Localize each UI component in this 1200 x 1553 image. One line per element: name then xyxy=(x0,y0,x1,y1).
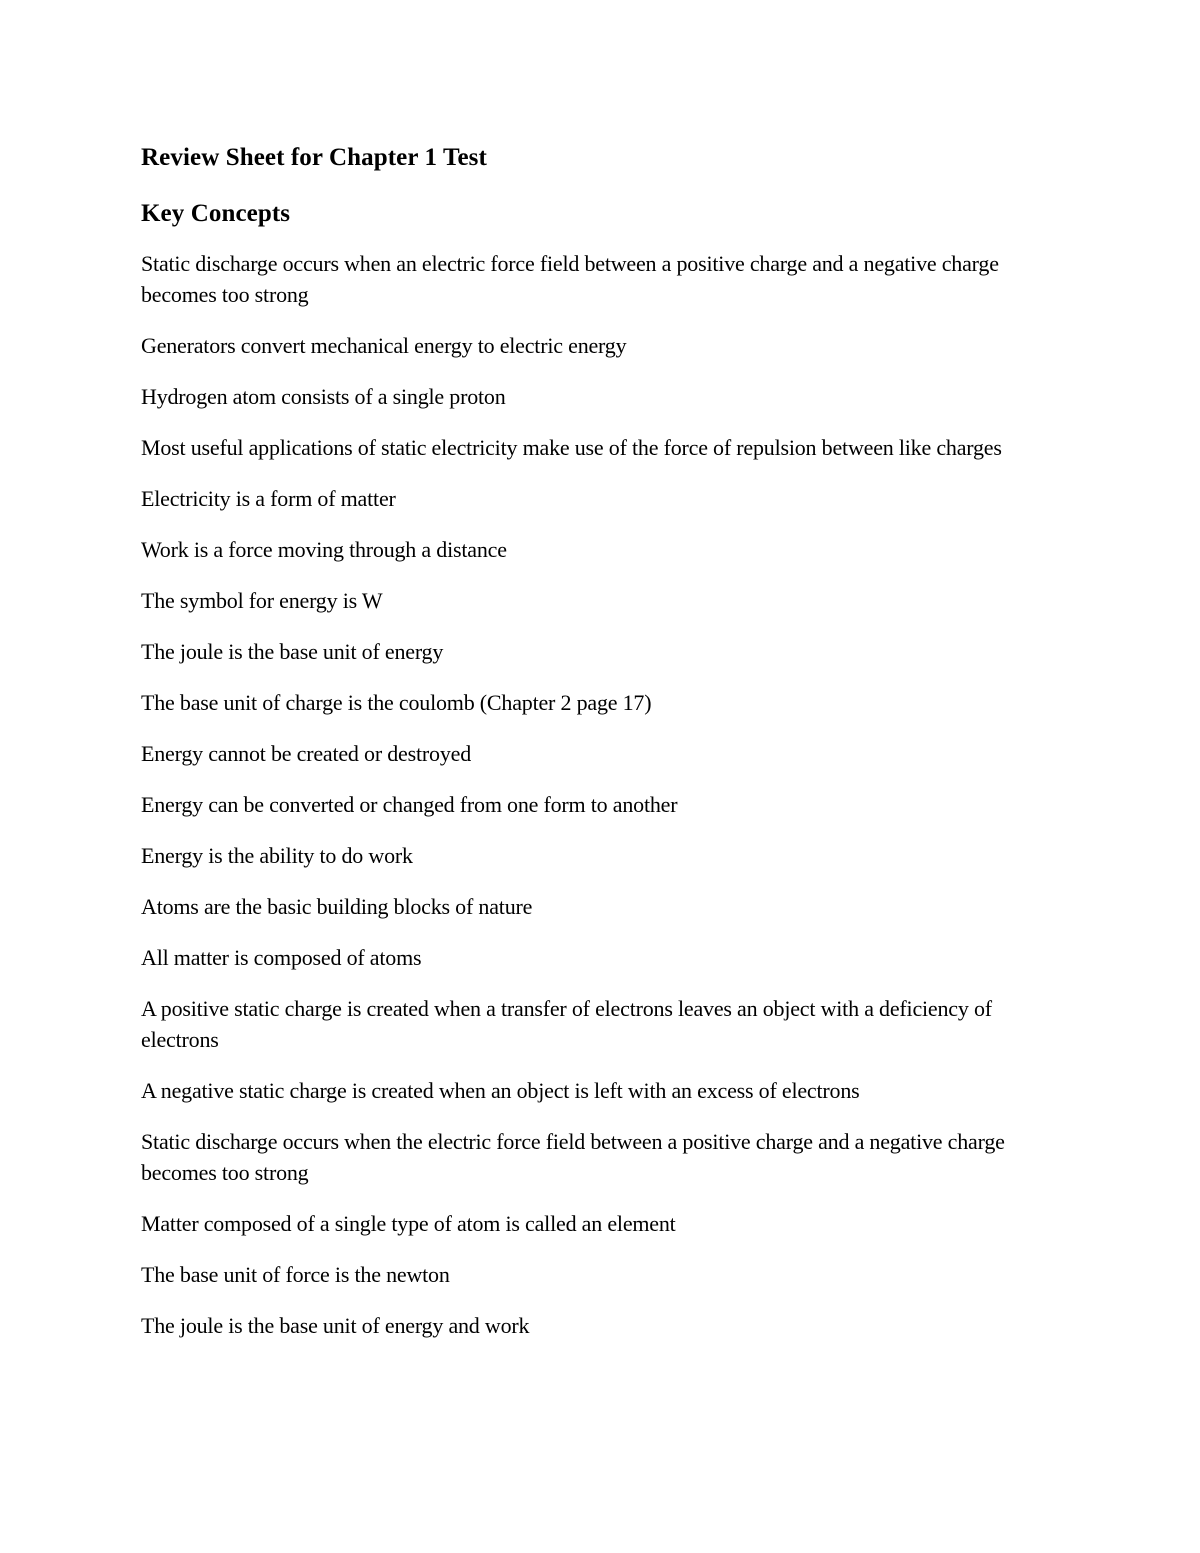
concept-item: Hydrogen atom consists of a single proton xyxy=(141,384,506,409)
document-title: Review Sheet for Chapter 1 Test xyxy=(141,144,487,171)
document-body xyxy=(141,138,1071,1361)
concept-item: Electricity is a form of matter xyxy=(141,486,396,511)
concept-item: Energy can be converted or changed from one form to another xyxy=(141,792,678,817)
concept-item: The symbol for energy is W xyxy=(141,588,383,613)
concept-item: Energy cannot be created or destroyed xyxy=(141,741,471,766)
concept-item: Work is a force moving through a distance xyxy=(141,537,507,562)
concept-item: The base unit of charge is the coulomb (Chapter 2 page 17) xyxy=(141,690,652,715)
concept-item: A positive static charge is created when a transfer of electrons leaves an object with a deficiency of electrons xyxy=(141,996,992,1052)
concept-item: Energy is the ability to do work xyxy=(141,843,413,868)
concept-item: A negative static charge is created when an object is left with an excess of electrons xyxy=(141,1078,860,1103)
concept-item: All matter is composed of atoms xyxy=(141,945,422,970)
concept-item: The joule is the base unit of energy xyxy=(141,639,444,664)
concept-item: Atoms are the basic building blocks of nature xyxy=(141,894,533,919)
concept-item: Static discharge occurs when the electric force field between a positive charge and a negative charge becomes too strong xyxy=(141,1129,1005,1185)
key-concepts-list xyxy=(141,248,1071,1341)
concept-item: Matter composed of a single type of atom is called an element xyxy=(141,1211,676,1236)
concept-item: The base unit of force is the newton xyxy=(141,1262,450,1287)
concept-item: Most useful applications of static electricity make use of the force of repulsion between like charges xyxy=(141,435,1002,460)
concept-item: The joule is the base unit of energy and work xyxy=(141,1313,530,1338)
concept-item: Generators convert mechanical energy to electric energy xyxy=(141,333,627,358)
concept-item: Static discharge occurs when an electric force field between a positive charge and a negative charge becomes too strong xyxy=(141,251,999,307)
section-heading-key-concepts: Key Concepts xyxy=(141,200,291,227)
